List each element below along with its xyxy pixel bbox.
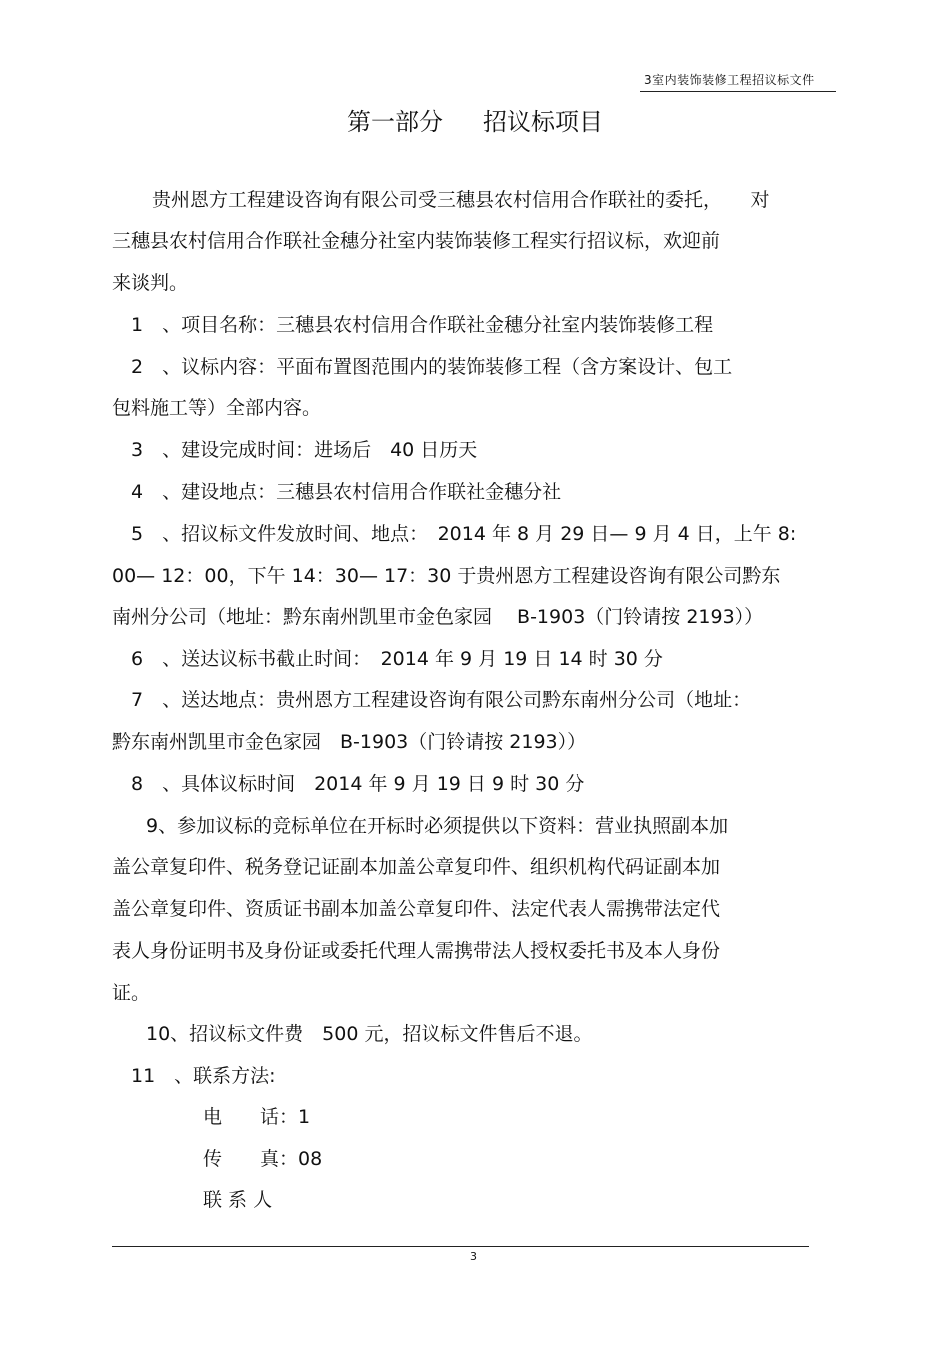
body-line: 表人身份证明书及身份证或委托代理人需携带法人授权委托书及本人身份 — [112, 940, 721, 962]
body-line: 盖公章复印件、税务登记证副本加盖公章复印件、组织机构代码证副本加 — [112, 856, 721, 878]
body-line: 6 、送达议标书截止时间： 2014 年 9 月 19 日 14 时 30 分 — [131, 648, 663, 670]
body-line: 盖公章复印件、资质证书副本加盖公章复印件、法定代表人需携带法定代 — [112, 898, 721, 920]
body-line: 10、招议标文件费 500 元，招议标文件售后不退。 — [146, 1023, 593, 1045]
body-line: 3 、建设完成时间：进场后 40 日历天 — [131, 439, 478, 461]
body-line: 证。 — [112, 982, 151, 1004]
body-line: 南州分公司（地址：黔东南州凯里市金色家园 B-1903（门铃请按 2193）） — [112, 606, 764, 628]
page-title — [0, 102, 950, 137]
title-name: 招议标项目 — [483, 108, 603, 136]
title-part: 第一部分 — [347, 108, 443, 136]
body-line: 7 、送达地点：贵州恩方工程建设咨询有限公司黔东南州分公司（地址： — [131, 689, 752, 711]
body-line: 贵州恩方工程建设咨询有限公司受三穗县农村信用合作联社的委托， 对 — [152, 189, 770, 211]
body-line: 三穗县农村信用合作联社金穗分社室内装饰装修工程实行招议标，欢迎前 — [112, 230, 721, 252]
body-line: 00— 12：00，下午 14：30— 17：30 于贵州恩方工程建设咨询有限公司黔东 — [112, 565, 781, 587]
running-header: 3室内装饰装修工程招议标文件 — [644, 73, 815, 87]
body-line: 9、参加议标的竞标单位在开标时必须提供以下资料：营业执照副本加 — [146, 815, 729, 837]
body-line: 5 、招议标文件发放时间、地点： 2014 年 8 月 29 日— 9 月 4 日，上午 8: — [131, 523, 797, 545]
body-line: 1 、项目名称：三穗县农村信用合作联社金穗分社室内装饰装修工程 — [131, 314, 714, 336]
body-line: 黔东南州凯里市金色家园 B-1903（门铃请按 2193）） — [112, 731, 587, 753]
body-line: 2 、议标内容：平面布置图范围内的装饰装修工程（含方案设计、包工 — [131, 356, 733, 378]
body-line: 来谈判。 — [112, 272, 189, 294]
header-rule — [640, 91, 836, 92]
contact-fax: 传 真：08 — [203, 1148, 323, 1170]
footer-rule — [112, 1246, 809, 1247]
body-line: 8 、具体议标时间 2014 年 9 月 19 日 9 时 30 分 — [131, 773, 585, 795]
contact-person: 联 系 人 — [203, 1189, 273, 1211]
body-line: 11 、联系方法: — [131, 1065, 276, 1087]
body-line: 包料施工等）全部内容。 — [112, 397, 322, 419]
page-number: 3 — [470, 1250, 477, 1263]
contact-phone: 电 话：1 — [203, 1106, 311, 1128]
body-line: 4 、建设地点：三穗县农村信用合作联社金穗分社 — [131, 481, 562, 503]
